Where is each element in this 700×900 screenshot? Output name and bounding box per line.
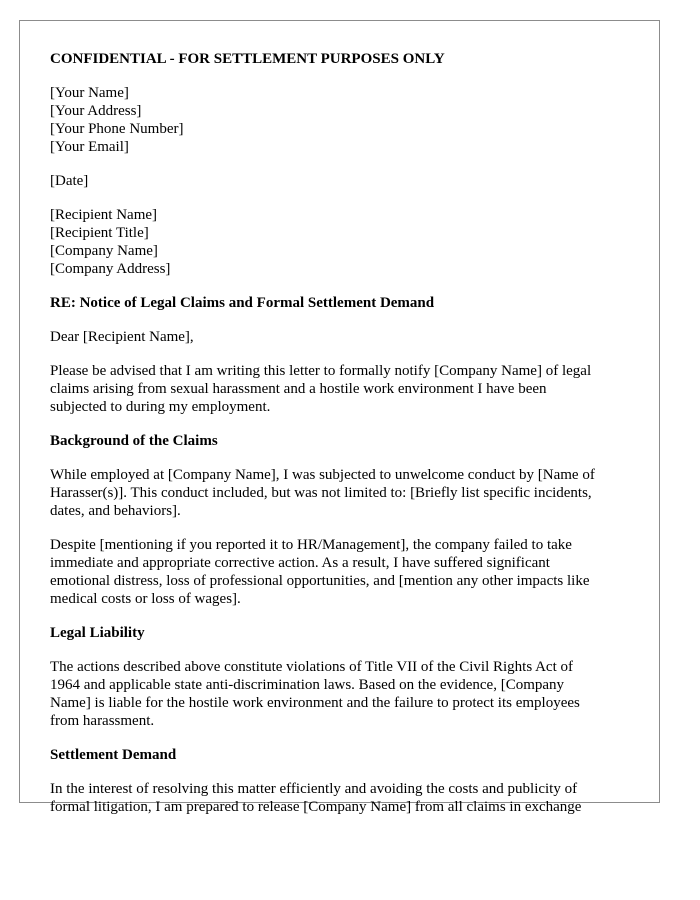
recipient-title: [Recipient Title] — [50, 225, 149, 241]
paragraph-line: emotional distress, loss of professional opportunities, and [mention any other impacts like — [50, 573, 590, 589]
paragraph-line: claims arising from sexual harassment and a hostile work environment I have been — [50, 381, 547, 397]
recipient-company-address: [Company Address] — [50, 261, 171, 277]
paragraph-line: While employed at [Company Name], I was subjected to unwelcome conduct by [Name of — [50, 467, 595, 483]
settlement-paragraph — [50, 780, 640, 816]
letter-content — [50, 50, 640, 832]
paragraph-line: Harasser(s)]. This conduct included, but was not limited to: [Briefly list specific incidents, — [50, 485, 592, 501]
sender-phone: [Your Phone Number] — [50, 121, 184, 137]
paragraph-line: The actions described above constitute violations of Title VII of the Civil Rights Act of — [50, 659, 573, 675]
sender-address-block — [50, 84, 640, 156]
paragraph-line: Please be advised that I am writing this letter to formally notify [Company Name] of legal — [50, 363, 592, 379]
paragraph-line: subjected to during my employment. — [50, 399, 271, 415]
letter-page — [19, 20, 660, 815]
confidential-heading: CONFIDENTIAL - FOR SETTLEMENT PURPOSES ONLY — [50, 51, 445, 67]
paragraph-line: Despite [mentioning if you reported it to HR/Management], the company failed to take — [50, 537, 572, 553]
paragraph-line: dates, and behaviors]. — [50, 503, 181, 519]
paragraph-line: 1964 and applicable state anti-discrimination laws. Based on the evidence, [Company — [50, 677, 565, 693]
sender-email: [Your Email] — [50, 139, 129, 155]
letter-date: [Date] — [50, 173, 89, 189]
recipient-name: [Recipient Name] — [50, 207, 158, 223]
subject-line: RE: Notice of Legal Claims and Formal Settlement Demand — [50, 295, 435, 311]
paragraph-line: Name] is liable for the hostile work environment and the failure to protect its employees — [50, 695, 580, 711]
settlement-section-title: Settlement Demand — [50, 747, 177, 763]
background-paragraph-2 — [50, 536, 640, 608]
paragraph-line: medical costs or loss of wages]. — [50, 591, 241, 607]
background-section-title: Background of the Claims — [50, 433, 218, 449]
paragraph-line: from harassment. — [50, 713, 155, 729]
liability-section-title: Legal Liability — [50, 625, 145, 641]
recipient-company: [Company Name] — [50, 243, 158, 259]
intro-paragraph — [50, 362, 640, 416]
paragraph-line: immediate and appropriate corrective action. As a result, I have suffered significant — [50, 555, 550, 571]
paragraph-line: In the interest of resolving this matter efficiently and avoiding the costs and publicity of — [50, 781, 578, 797]
recipient-address-block — [50, 206, 640, 278]
liability-paragraph — [50, 658, 640, 730]
background-paragraph-1 — [50, 466, 640, 520]
salutation: Dear [Recipient Name], — [50, 329, 194, 345]
sender-name: [Your Name] — [50, 85, 129, 101]
paragraph-line: formal litigation, I am prepared to release [Company Name] from all claims in exchange — [50, 799, 582, 815]
sender-address: [Your Address] — [50, 103, 142, 119]
